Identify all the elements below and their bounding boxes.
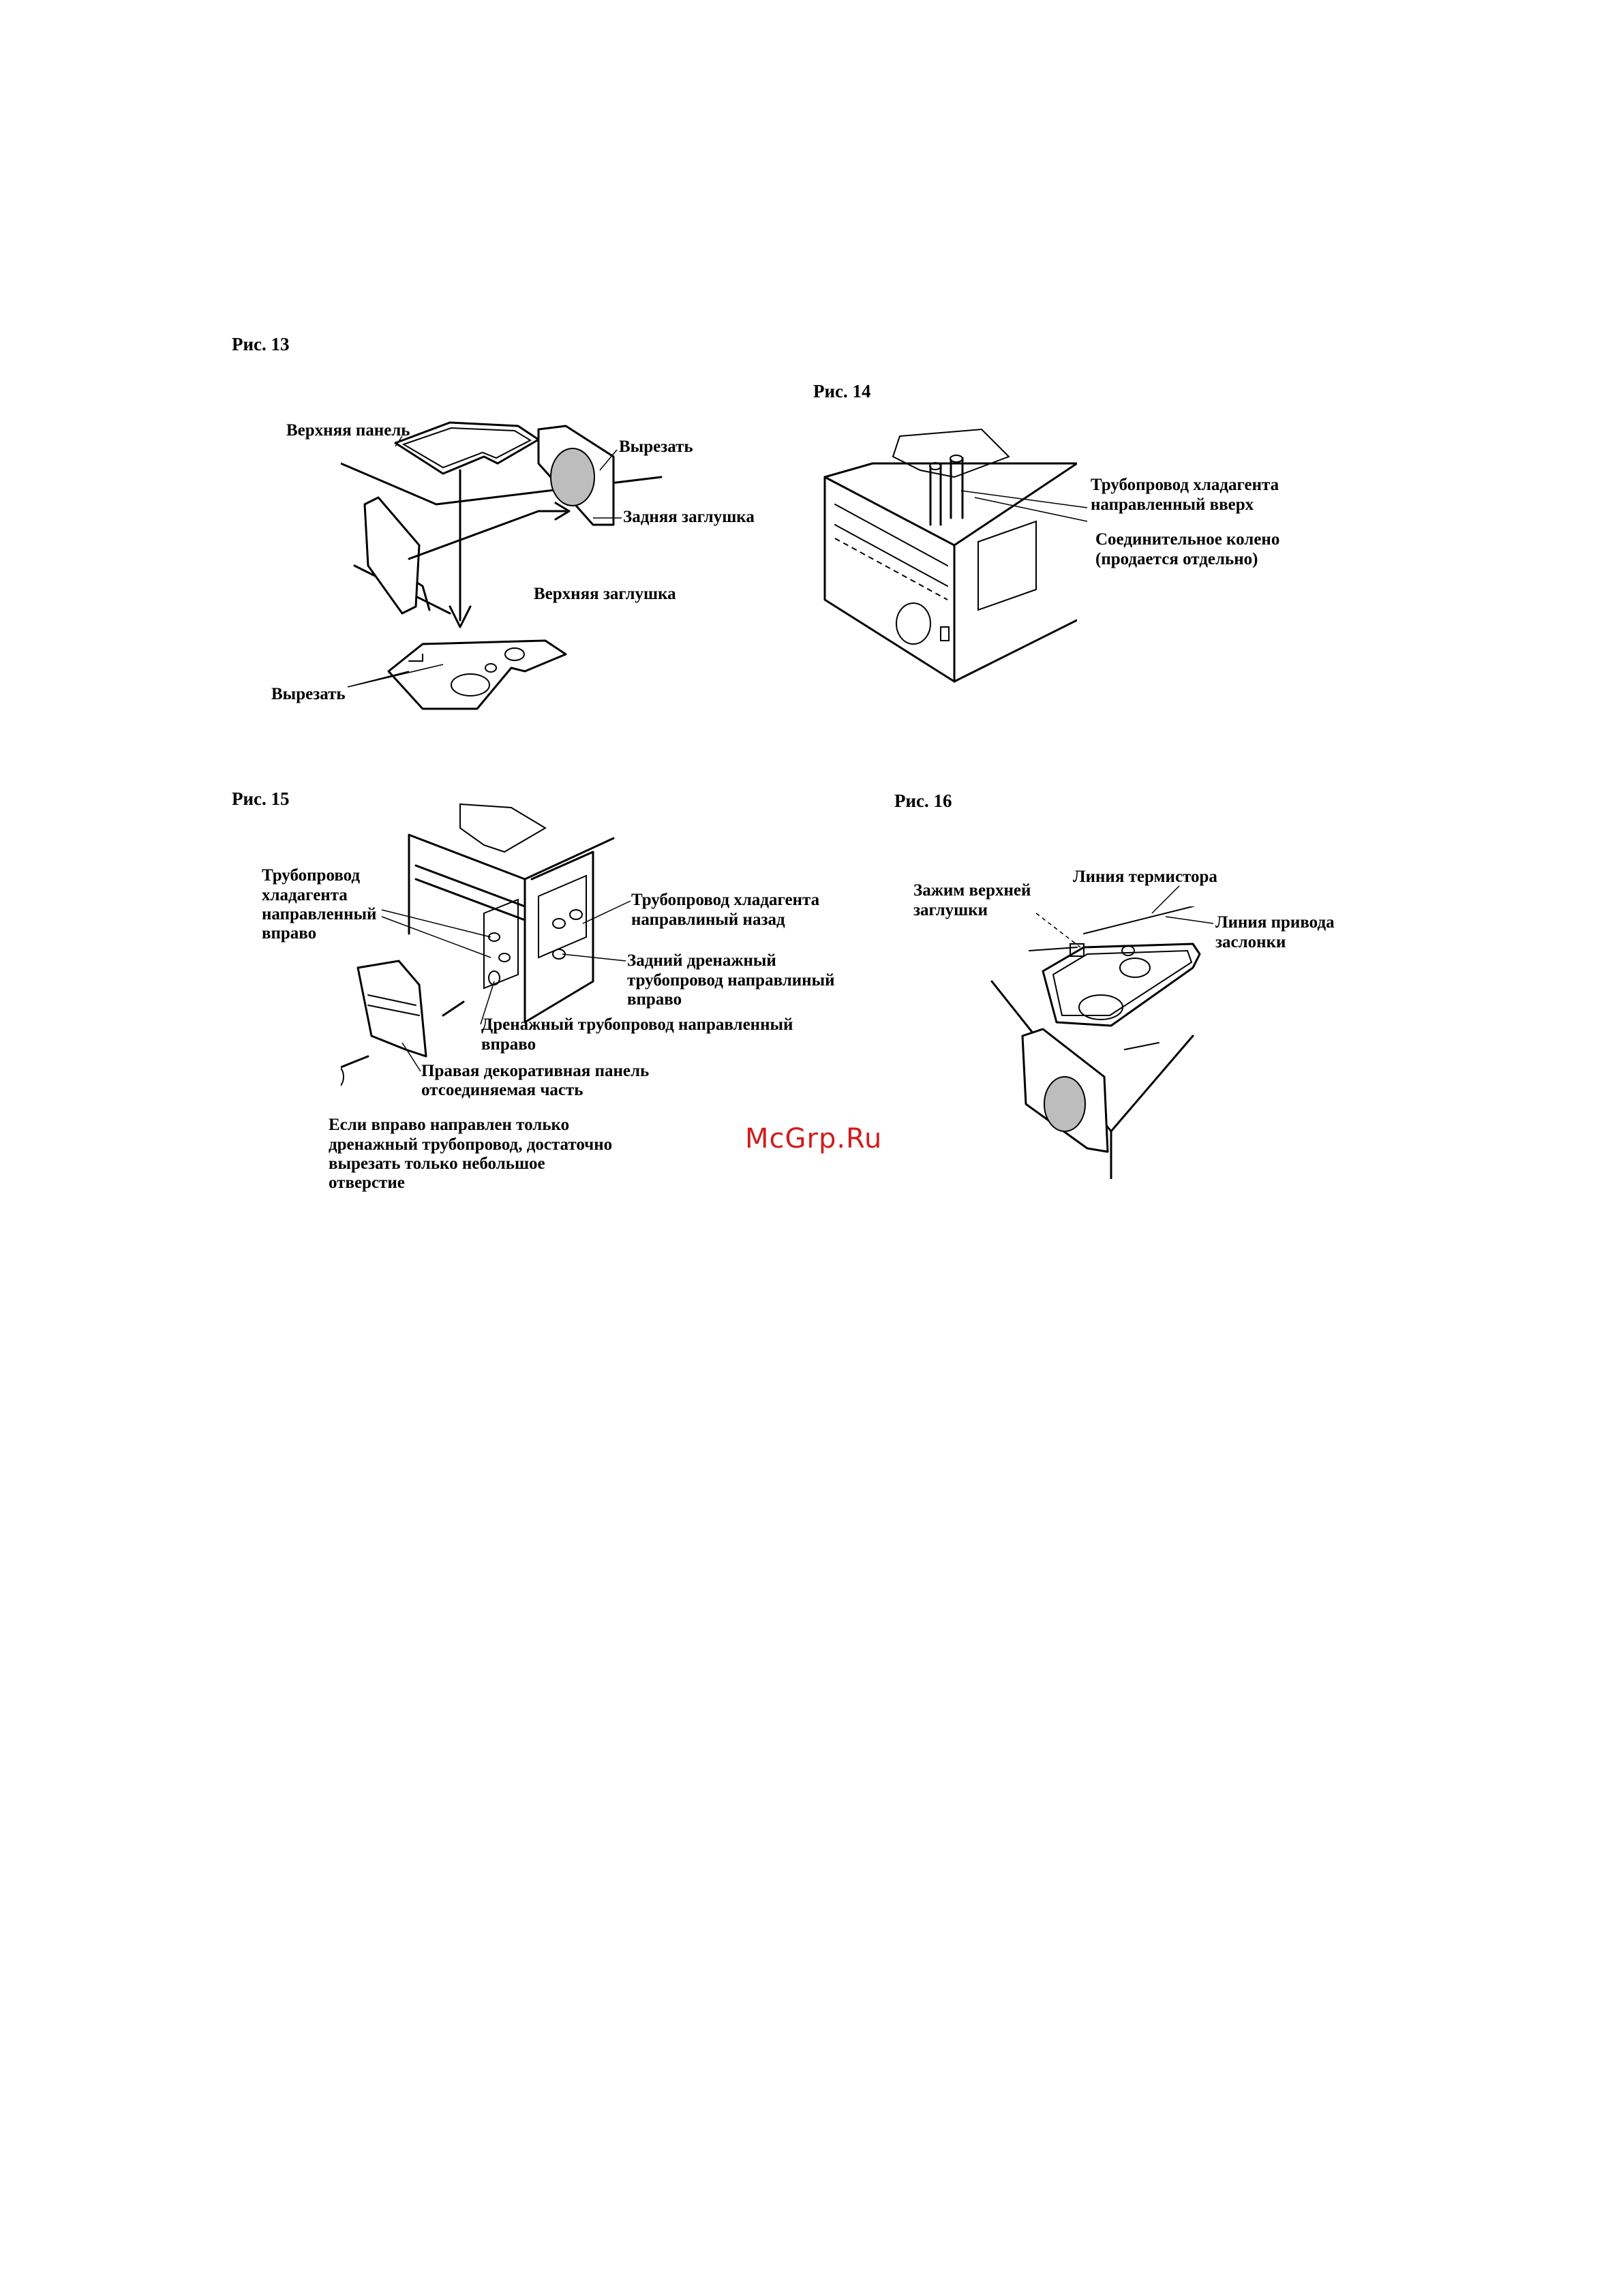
fig15-label-back-1: Трубопровод хладагента (631, 891, 820, 909)
fig14-caption: Рис. 14 (813, 381, 871, 401)
fig14-label-pipe-2: направленный вверх (1091, 495, 1254, 514)
fig16-label-clamp-1: Зажим верхней (913, 881, 1031, 900)
fig13-caption: Рис. 13 (232, 334, 290, 354)
fig16-label-clamp-2: заглушки (913, 901, 988, 919)
fig15-label-left-2: хладагента (262, 886, 348, 904)
fig15-note-1: Если вправо направлен только (329, 1116, 570, 1134)
fig15-note-3: вырезать только небольшое (329, 1154, 545, 1173)
fig15-label-panel-1: Правая декоративная панель (421, 1062, 650, 1080)
fig15-caption: Рис. 15 (232, 789, 290, 809)
fig14-label-elbow-1: Соединительное колено (1095, 530, 1280, 549)
watermark: McGrp.Ru (745, 1123, 883, 1154)
fig14-label-elbow-2: (продается отдельно) (1095, 550, 1258, 568)
fig13-label-top-panel: Верхняя панель (286, 421, 410, 440)
fig16-label-damper-2: заслонки (1215, 933, 1286, 951)
fig15-label-left-3: направленный (262, 905, 377, 923)
fig15-label-rear-drain-2: трубопровод направлиный (627, 971, 835, 990)
fig13-label-rear-plug: Задняя заглушка (623, 508, 755, 526)
fig14-label-pipe-1: Трубопровод хладагента (1091, 476, 1279, 494)
fig13-label-top-plug: Верхняя заглушка (534, 585, 676, 603)
fig13-label-cut-2: Вырезать (271, 685, 346, 703)
fig15-note-4: отверстие (329, 1174, 405, 1192)
fig15-label-drain-2: вправо (481, 1035, 536, 1054)
fig15-label-rear-drain-1: Задний дренажный (627, 951, 776, 970)
fig13-label-cut-1: Вырезать (619, 438, 693, 456)
fig16-label-thermistor: Линия термистора (1073, 868, 1217, 886)
fig15-label-panel-2: отсоединяемая часть (421, 1081, 583, 1099)
fig15-note-2: дренажный трубопровод, достаточно (329, 1135, 613, 1154)
fig15-label-back-2: направлиный назад (631, 910, 785, 929)
fig15-label-rear-drain-3: вправо (627, 990, 682, 1009)
fig16-caption: Рис. 16 (894, 791, 952, 811)
fig16-label-damper-1: Линия привода (1215, 913, 1335, 932)
fig15-label-left-4: вправо (262, 924, 317, 943)
fig15-label-drain-1: Дренажный трубопровод направленный (481, 1015, 793, 1034)
fig15-label-left-1: Трубопровод (262, 866, 361, 885)
